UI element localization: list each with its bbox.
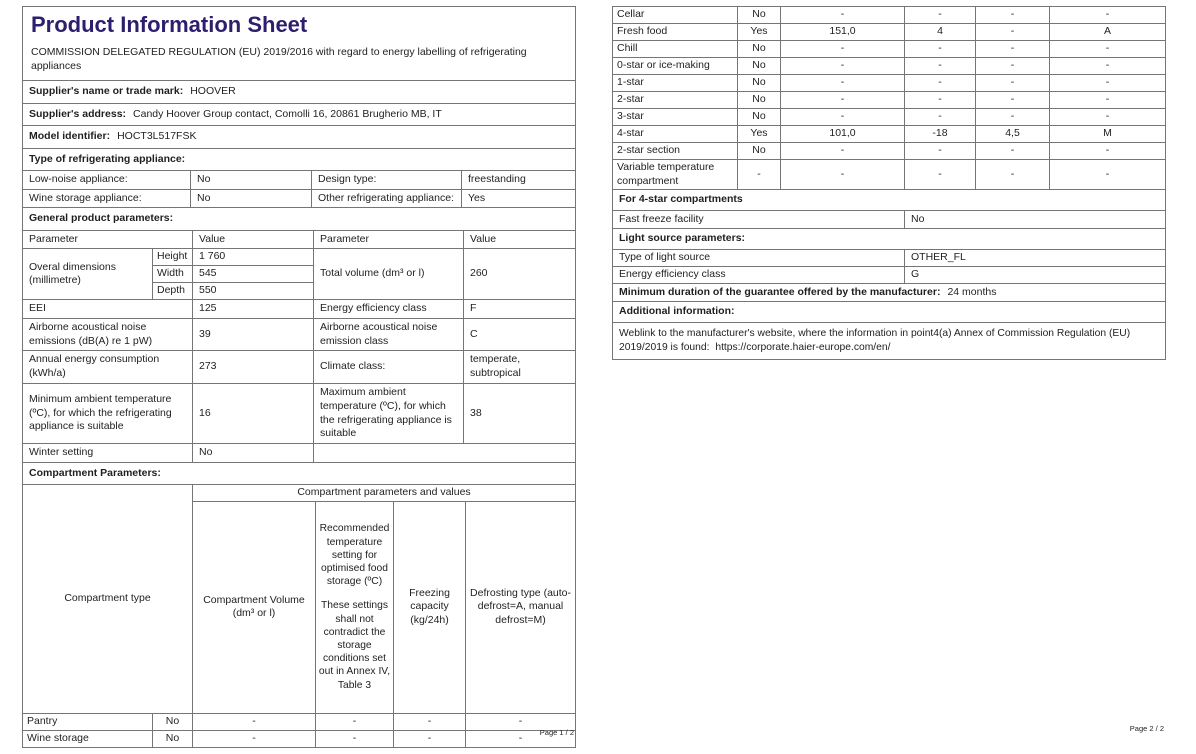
- table-row: [23, 444, 576, 463]
- section-general-parameters: General product parameters:: [23, 208, 576, 231]
- dimension-value-cell: 550: [193, 283, 314, 300]
- defrost-cell: -: [466, 730, 576, 747]
- total-volume-label: Total volume (dm³ or l): [314, 249, 464, 300]
- parameter-cell: Airborne acoustical noise emissions (dB(A) re 1 pW): [23, 318, 193, 351]
- column-header: Value: [464, 230, 576, 249]
- compartment-table-page2: [612, 6, 1166, 190]
- value-cell: OTHER_FL: [905, 249, 1166, 266]
- compartment-table-page1: [22, 484, 576, 748]
- present-cell: No: [738, 58, 781, 75]
- page-footer: Page 1 / 2: [539, 728, 574, 737]
- value-cell: No: [191, 171, 312, 190]
- table-row: [613, 58, 1166, 75]
- defrost-cell: -: [466, 713, 576, 730]
- additional-section-table: [612, 301, 1166, 323]
- regulation-text: COMMISSION DELEGATED REGULATION (EU) 2019/2016 with regard to energy labelling of refrigerating appliances: [31, 46, 527, 72]
- value-cell: G: [905, 266, 1166, 283]
- page-2: [612, 6, 1165, 733]
- temperature-cell: -: [905, 7, 976, 24]
- value-cell: 16: [193, 383, 314, 443]
- freezing-cell: -: [394, 713, 466, 730]
- value-cell: No: [191, 189, 312, 208]
- freezing-cell: -: [394, 730, 466, 747]
- supplier-name-label: Supplier's name or trade mark:: [29, 85, 184, 97]
- parameter-cell: Winter setting: [23, 444, 193, 463]
- table-row: [613, 109, 1166, 126]
- value-cell: 39: [193, 318, 314, 351]
- table-row: [613, 249, 1166, 266]
- parameter-cell: EEI: [23, 300, 193, 319]
- temperature-cell: -: [905, 41, 976, 58]
- present-cell: No: [738, 7, 781, 24]
- volume-cell: -: [781, 41, 905, 58]
- compartment-type-cell: Variable temperature compartment: [613, 160, 738, 190]
- table-row: [613, 7, 1166, 24]
- table-row: [613, 143, 1166, 160]
- table-row: [23, 189, 576, 208]
- guarantee-row: [613, 283, 1166, 302]
- volume-cell: 151,0: [781, 24, 905, 41]
- compartment-type-cell: 4-star: [613, 126, 738, 143]
- defrost-cell: -: [1050, 58, 1166, 75]
- general-parameters-table: [22, 230, 576, 463]
- table-row: [613, 41, 1166, 58]
- compartment-type-cell: 3-star: [613, 109, 738, 126]
- fast-freeze-table: [612, 210, 1166, 230]
- table-row: [23, 318, 576, 351]
- model-identifier-value: HOCT3L517FSK: [117, 130, 197, 142]
- guarantee-label: Minimum duration of the guarantee offered by the manufacturer:: [619, 285, 941, 298]
- temperature-cell: -: [905, 58, 976, 75]
- group-header: Compartment parameters and values: [193, 485, 576, 502]
- volume-cell: -: [781, 7, 905, 24]
- table-row: [23, 730, 576, 747]
- table-row: [23, 351, 576, 384]
- section-compartment-parameters: Compartment Parameters:: [23, 462, 576, 485]
- value-cell: Yes: [462, 189, 576, 208]
- present-cell: No: [738, 92, 781, 109]
- compartment-type-cell: Wine storage: [23, 730, 153, 747]
- value-cell: 38: [464, 383, 576, 443]
- model-identifier-row: [23, 126, 576, 149]
- table-row: [613, 75, 1166, 92]
- parameter-cell: Low-noise appliance:: [23, 171, 191, 190]
- temperature-cell: -: [905, 75, 976, 92]
- freezing-cell: -: [976, 7, 1050, 24]
- parameter-cell: Energy efficiency class: [613, 266, 905, 283]
- dimension-value-cell: 1 760: [193, 249, 314, 266]
- present-cell: Yes: [738, 24, 781, 41]
- dimension-name-cell: Depth: [153, 283, 193, 300]
- table-row: [23, 300, 576, 319]
- table-header-row: [23, 485, 576, 502]
- value-cell: C: [464, 318, 576, 351]
- compartment-type-cell: Pantry: [23, 713, 153, 730]
- guarantee-table: [612, 283, 1166, 303]
- parameter-cell: Annual energy consumption (kWh/a): [23, 351, 193, 384]
- value-cell: F: [464, 300, 576, 319]
- table-row: [613, 92, 1166, 109]
- present-cell: No: [738, 143, 781, 160]
- supplier-name-row: [23, 81, 576, 104]
- guarantee-value: 24 months: [947, 285, 997, 298]
- defrost-cell: -: [1050, 160, 1166, 190]
- page-title: Product Information Sheet: [31, 12, 308, 37]
- column-header: Parameter: [23, 230, 193, 249]
- supplier-address-label: Supplier's address:: [29, 107, 127, 120]
- compartment-type-cell: Fresh food: [613, 24, 738, 41]
- section-light-source-parameters: Light source parameters:: [613, 229, 1166, 250]
- table-row: [613, 24, 1166, 41]
- parameter-cell: Other refrigerating appliance:: [312, 189, 462, 208]
- table-row: [613, 160, 1166, 190]
- parameter-cell: Climate class:: [314, 351, 464, 384]
- light-parameters-table: [612, 249, 1166, 284]
- present-cell: No: [738, 109, 781, 126]
- table-row: [23, 249, 576, 266]
- present-cell: No: [738, 75, 781, 92]
- supplier-address-row: [23, 103, 576, 126]
- volume-cell: 101,0: [781, 126, 905, 143]
- appliance-type-table: [22, 170, 576, 208]
- temperature-cell: -: [905, 143, 976, 160]
- table-row: [613, 266, 1166, 283]
- weblink-table: [612, 322, 1166, 360]
- compartment-type-cell: 2-star: [613, 92, 738, 109]
- column-header-defrosting: Defrosting type (auto-defrost=A, manual defrost=M): [466, 501, 576, 713]
- temperature-cell: -: [316, 730, 394, 747]
- compartment-type-cell: 1-star: [613, 75, 738, 92]
- compartment-section-table: [22, 462, 576, 486]
- defrost-cell: -: [1050, 109, 1166, 126]
- supplier-name-value: HOOVER: [190, 85, 236, 97]
- supplier-address-value: Candy Hoover Group contact, Comolli 16, 20861 Brugherio MB, IT: [133, 107, 442, 120]
- parameter-cell: Minimum ambient temperature (ºC), for which the refrigerating appliance is suitable: [23, 383, 193, 443]
- freezing-cell: -: [976, 24, 1050, 41]
- volume-cell: -: [781, 92, 905, 109]
- empty-cell: [314, 444, 576, 463]
- dimensions-label: Overal dimensions (millimetre): [23, 249, 153, 300]
- document-header-table: [22, 6, 576, 171]
- page-footer: Page 2 / 2: [1129, 724, 1164, 733]
- table-row: [23, 171, 576, 190]
- volume-cell: -: [781, 160, 905, 190]
- parameter-cell: Type of light source: [613, 249, 905, 266]
- column-header: Value: [193, 230, 314, 249]
- column-header: Parameter: [314, 230, 464, 249]
- weblink-row: [613, 322, 1166, 359]
- column-header-temperature: [316, 501, 394, 713]
- four-star-section-table: [612, 189, 1166, 211]
- parameter-cell: Energy efficiency class: [314, 300, 464, 319]
- volume-cell: -: [193, 730, 316, 747]
- general-section-table: [22, 207, 576, 231]
- temperature-cell: -18: [905, 126, 976, 143]
- light-section-table: [612, 228, 1166, 250]
- freezing-cell: -: [976, 160, 1050, 190]
- present-cell: No: [153, 713, 193, 730]
- compartment-type-cell: 0-star or ice-making: [613, 58, 738, 75]
- freezing-cell: -: [976, 75, 1050, 92]
- temperature-cell: -: [316, 713, 394, 730]
- value-cell: temperate, subtropical: [464, 351, 576, 384]
- fast-freeze-label: Fast freeze facility: [613, 210, 905, 229]
- defrost-cell: -: [1050, 143, 1166, 160]
- present-cell: No: [153, 730, 193, 747]
- table-row: [23, 713, 576, 730]
- volume-cell: -: [193, 713, 316, 730]
- temperature-cell: -: [905, 160, 976, 190]
- volume-cell: -: [781, 143, 905, 160]
- title-block: [23, 7, 576, 81]
- defrost-cell: -: [1050, 75, 1166, 92]
- parameter-cell: Wine storage appliance:: [23, 189, 191, 208]
- present-cell: No: [738, 41, 781, 58]
- defrost-cell: A: [1050, 24, 1166, 41]
- volume-cell: -: [781, 58, 905, 75]
- value-cell: No: [193, 444, 314, 463]
- defrost-cell: -: [1050, 7, 1166, 24]
- model-identifier-label: Model identifier:: [29, 130, 111, 142]
- compartment-type-cell: Cellar: [613, 7, 738, 24]
- value-cell: freestanding: [462, 171, 576, 190]
- dimension-name-cell: Width: [153, 266, 193, 283]
- fast-freeze-value: No: [905, 210, 1166, 229]
- section-additional-information: Additional information:: [613, 302, 1166, 323]
- parameter-cell: Design type:: [312, 171, 462, 190]
- present-cell: Yes: [738, 126, 781, 143]
- column-header-volume: Compartment Volume (dm³ or l): [193, 501, 316, 713]
- present-cell: -: [738, 160, 781, 190]
- table-header-row: [23, 230, 576, 249]
- volume-cell: -: [781, 109, 905, 126]
- volume-cell: -: [781, 75, 905, 92]
- dimension-name-cell: Height: [153, 249, 193, 266]
- temperature-cell: -: [905, 109, 976, 126]
- table-row: [23, 383, 576, 443]
- temperature-header-line2: These settings shall not contradict the storage conditions set out in Annex IV, Table 3: [318, 600, 391, 691]
- column-header-freezing: Freezing capacity (kg/24h): [394, 501, 466, 713]
- freezing-cell: -: [976, 41, 1050, 58]
- defrost-cell: -: [1050, 41, 1166, 58]
- compartment-type-cell: Chill: [613, 41, 738, 58]
- freezing-cell: -: [976, 109, 1050, 126]
- dimension-value-cell: 545: [193, 266, 314, 283]
- freezing-cell: 4,5: [976, 126, 1050, 143]
- section-type-of-appliance: Type of refrigerating appliance:: [23, 148, 576, 171]
- weblink-url[interactable]: https://corporate.haier-europe.com/en/: [715, 341, 891, 353]
- freezing-cell: -: [976, 58, 1050, 75]
- table-row: [613, 210, 1166, 229]
- temperature-header-line1: Recommended temperature setting for optimised food storage (ºC): [319, 523, 390, 588]
- defrost-cell: M: [1050, 126, 1166, 143]
- total-volume-value: 260: [464, 249, 576, 300]
- temperature-cell: -: [905, 92, 976, 109]
- temperature-cell: 4: [905, 24, 976, 41]
- compartment-type-cell: 2-star section: [613, 143, 738, 160]
- freezing-cell: -: [976, 92, 1050, 109]
- defrost-cell: -: [1050, 92, 1166, 109]
- table-row: [613, 126, 1166, 143]
- page-1: [22, 6, 575, 748]
- parameter-cell: Maximum ambient temperature (ºC), for which the refrigerating appliance is suitable: [314, 383, 464, 443]
- column-header-compartment-type: Compartment type: [23, 485, 193, 714]
- parameter-cell: Airborne acoustical noise emission class: [314, 318, 464, 351]
- value-cell: 273: [193, 351, 314, 384]
- weblink-label: Weblink to the manufacturer's website, where the information in point4(a) Annex of Commission Regulation (EU) 2019/2019 is found:: [619, 327, 1131, 353]
- value-cell: 125: [193, 300, 314, 319]
- section-four-star-compartments: For 4-star compartments: [613, 190, 1166, 211]
- freezing-cell: -: [976, 143, 1050, 160]
